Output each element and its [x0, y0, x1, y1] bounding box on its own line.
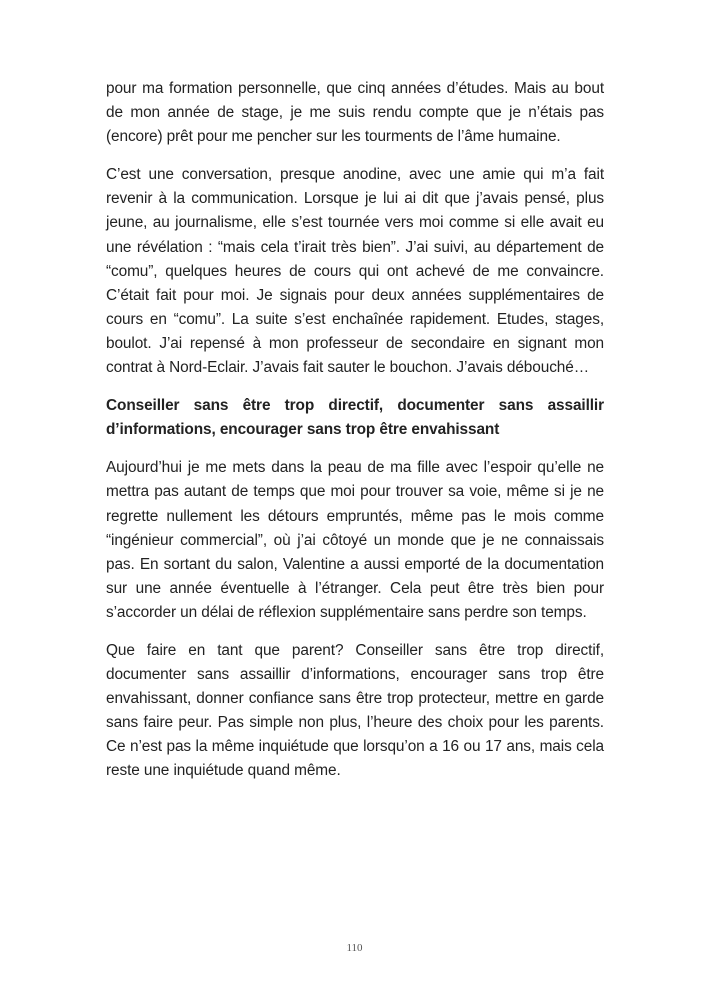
paragraph-que-faire: Que faire en tant que parent? Conseiller sans être trop directif, documenter sans assaillir d’informations, encourager sans trop être envahissant, donner confiance sans être trop protecteur, mettre en garde sans faire peur. Pas simple non plus, l’heure des choix pour les parents. Ce n’est pas la même inquiétude que lorsqu’on a 16 ou 17 ans, mais cela reste une inquiétude quand même.: [106, 641, 604, 780]
paragraph-aujourdhui: Aujourd’hui je me mets dans la peau de ma fille avec l’espoir qu’elle ne mettra pas autant de temps que moi pour trouver sa voie, même si je ne regrette nullement les détours empruntés, même pas le mois comme “ingénieur commercial”, où j’ai côtoyé un monde que je ne connaissais pas. En sortant du salon, Valentine a aussi emporté de la documentation sur une année éventuelle à l’étranger. Cela peut être très bien pour s’accorder un délai de réflexion supplémentaire sans perdre son temps.: [106, 459, 604, 621]
page-number: 110: [346, 942, 363, 954]
paragraph-conversation: C’est une conversation, presque anodine, avec une amie qui m’a fait revenir à la communication. Lorsque je lui ai dit que j’avais pensé, plus jeune, au journalisme, elle s’est tournée vers moi comme si elle avait eu une révélation : “mais cela t’irait très bien”. J’ai suivi, au département de “comu”, quelques heures de cours qui ont achevé de me convaincre. C’était fait pour moi. Je signais pour deux années supplémentaires de cours en “comu”. La suite s’est enchaînée rapidement. Etudes, stages, boulot. J’ai repensé à mon professeur de secondaire en signant mon contrat à Nord-Eclair. J’avais fait sauter le bouchon. J’avais débouché…: [106, 166, 604, 377]
paragraph-formation: pour ma formation personnelle, que cinq années d’études. Mais au bout de mon année de stage, je me suis rendu compte que je n’étais pas (encore) prêt pour me pencher sur les tourments de l’âme humaine.: [106, 80, 604, 146]
page-body: [106, 77, 604, 798]
section-heading: Conseiller sans être trop directif, documenter sans assaillir d’informations, encourager sans trop être envahissant: [106, 397, 604, 439]
